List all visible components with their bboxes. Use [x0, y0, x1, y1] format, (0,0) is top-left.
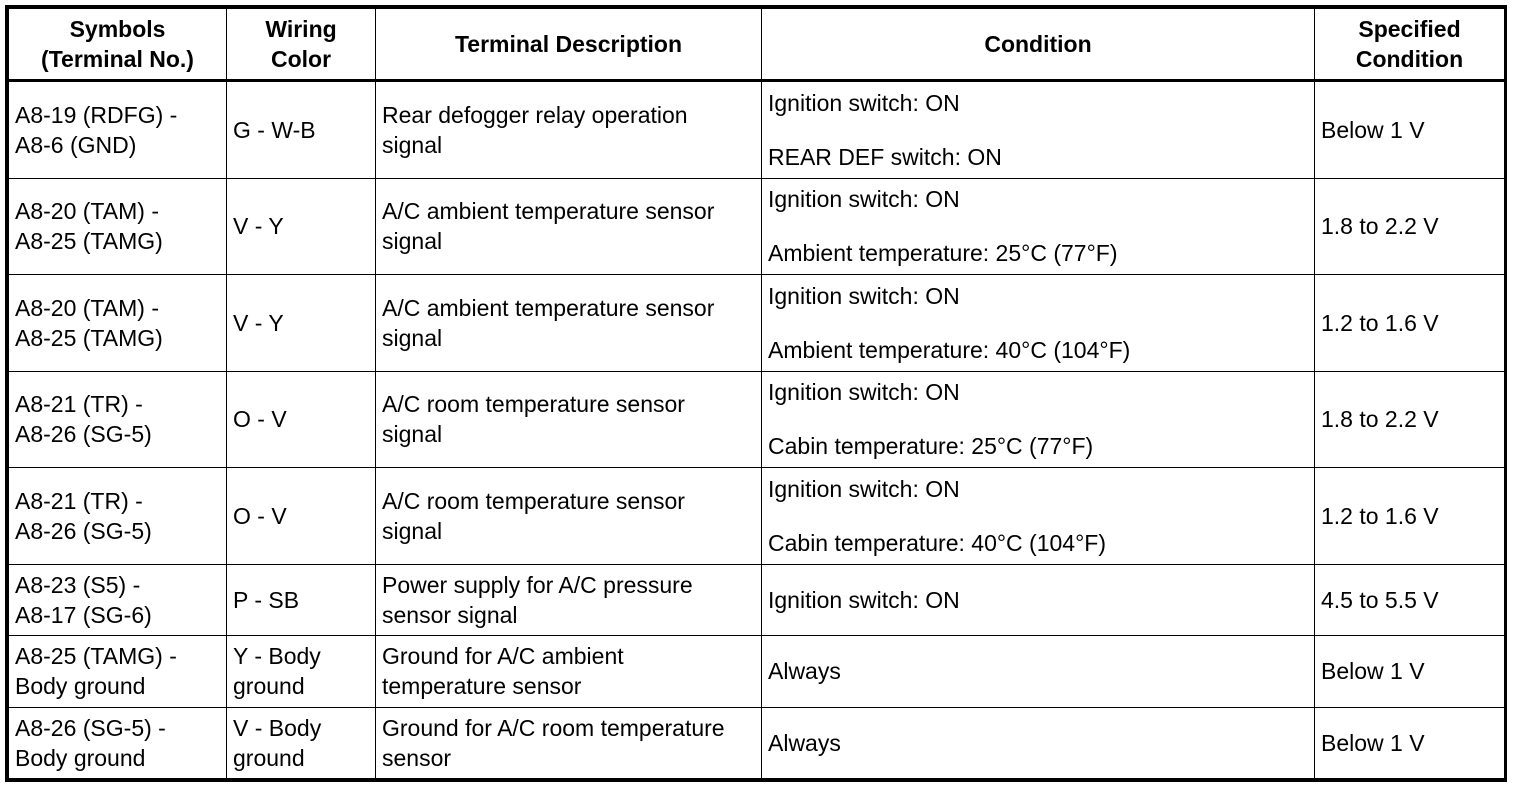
cell-wiring-color: O - V [227, 468, 376, 565]
cell-wiring-color: V - Y [227, 275, 376, 372]
table-row [9, 178, 1505, 275]
cell-symbols: A8-20 (TAM) - A8-25 (TAMG) [9, 178, 227, 275]
table-row [9, 564, 1505, 635]
cell-symbols: A8-25 (TAMG) - Body ground [9, 636, 227, 707]
header-condition: Condition [762, 9, 1315, 81]
condition-line: Ambient temperature: 25°C (77°F) [768, 240, 1118, 267]
cell-specified-condition: 1.8 to 2.2 V [1315, 371, 1505, 468]
cell-symbols: A8-23 (S5) - A8-17 (SG-6) [9, 564, 227, 635]
cell-terminal-description: A/C ambient temperature sensor signal [376, 178, 762, 275]
condition-line: REAR DEF switch: ON [768, 143, 1002, 170]
cell-condition [762, 371, 1315, 468]
table-row [9, 81, 1505, 179]
condition-line: Ignition switch: ON [768, 379, 960, 406]
cell-terminal-description: Ground for A/C ambient temperature sensor [376, 636, 762, 707]
cell-terminal-description: A/C ambient temperature sensor signal [376, 275, 762, 372]
cell-wiring-color: V - Body ground [227, 707, 376, 778]
condition-line: Ignition switch: ON [768, 475, 960, 502]
cell-symbols: A8-21 (TR) - A8-26 (SG-5) [9, 468, 227, 565]
cell-condition [762, 468, 1315, 565]
terminal-spec-sheet [5, 5, 1507, 782]
cell-terminal-description: Ground for A/C room temperature sensor [376, 707, 762, 778]
table-header-row [9, 9, 1505, 81]
condition-line: Cabin temperature: 25°C (77°F) [768, 433, 1094, 460]
cell-specified-condition: 4.5 to 5.5 V [1315, 564, 1505, 635]
cell-condition [762, 564, 1315, 635]
cell-condition [762, 275, 1315, 372]
table-row [9, 707, 1505, 778]
cell-specified-condition: Below 1 V [1315, 636, 1505, 707]
cell-specified-condition: Below 1 V [1315, 707, 1505, 778]
condition-list [768, 184, 1308, 268]
condition-list [768, 377, 1308, 461]
terminal-spec-table [8, 8, 1505, 779]
cell-symbols: A8-26 (SG-5) - Body ground [9, 707, 227, 778]
cell-symbols: A8-19 (RDFG) - A8-6 (GND) [9, 81, 227, 179]
cell-symbols: A8-20 (TAM) - A8-25 (TAMG) [9, 275, 227, 372]
cell-wiring-color: G - W-B [227, 81, 376, 179]
condition-line: Ignition switch: ON [768, 586, 960, 613]
header-symbols: Symbols (Terminal No.) [9, 9, 227, 81]
cell-condition [762, 636, 1315, 707]
cell-wiring-color: Y - Body ground [227, 636, 376, 707]
cell-symbols: A8-21 (TR) - A8-26 (SG-5) [9, 371, 227, 468]
condition-line: Always [768, 658, 841, 685]
cell-condition [762, 178, 1315, 275]
cell-terminal-description: Rear defogger relay operation signal [376, 81, 762, 179]
header-specified-condition: Specified Condition [1315, 9, 1505, 81]
cell-specified-condition: Below 1 V [1315, 81, 1505, 179]
cell-terminal-description: Power supply for A/C pressure sensor signal [376, 564, 762, 635]
condition-line: Ignition switch: ON [768, 89, 960, 116]
condition-line: Ignition switch: ON [768, 186, 960, 213]
table-row [9, 371, 1505, 468]
condition-line: Ignition switch: ON [768, 282, 960, 309]
cell-wiring-color: O - V [227, 371, 376, 468]
condition-line: Ambient temperature: 40°C (104°F) [768, 336, 1131, 363]
table-row [9, 275, 1505, 372]
header-terminal-description: Terminal Description [376, 9, 762, 81]
cell-wiring-color: P - SB [227, 564, 376, 635]
cell-specified-condition: 1.2 to 1.6 V [1315, 275, 1505, 372]
cell-terminal-description: A/C room temperature sensor signal [376, 371, 762, 468]
condition-list [768, 474, 1308, 558]
cell-condition [762, 707, 1315, 778]
table-row [9, 636, 1505, 707]
cell-wiring-color: V - Y [227, 178, 376, 275]
condition-list [768, 88, 1308, 172]
condition-list [768, 281, 1308, 365]
condition-line: Always [768, 729, 841, 756]
cell-specified-condition: 1.2 to 1.6 V [1315, 468, 1505, 565]
cell-condition [762, 81, 1315, 179]
header-wiring-color: Wiring Color [227, 9, 376, 81]
condition-line: Cabin temperature: 40°C (104°F) [768, 529, 1106, 556]
cell-terminal-description: A/C room temperature sensor signal [376, 468, 762, 565]
cell-specified-condition: 1.8 to 2.2 V [1315, 178, 1505, 275]
table-row [9, 468, 1505, 565]
